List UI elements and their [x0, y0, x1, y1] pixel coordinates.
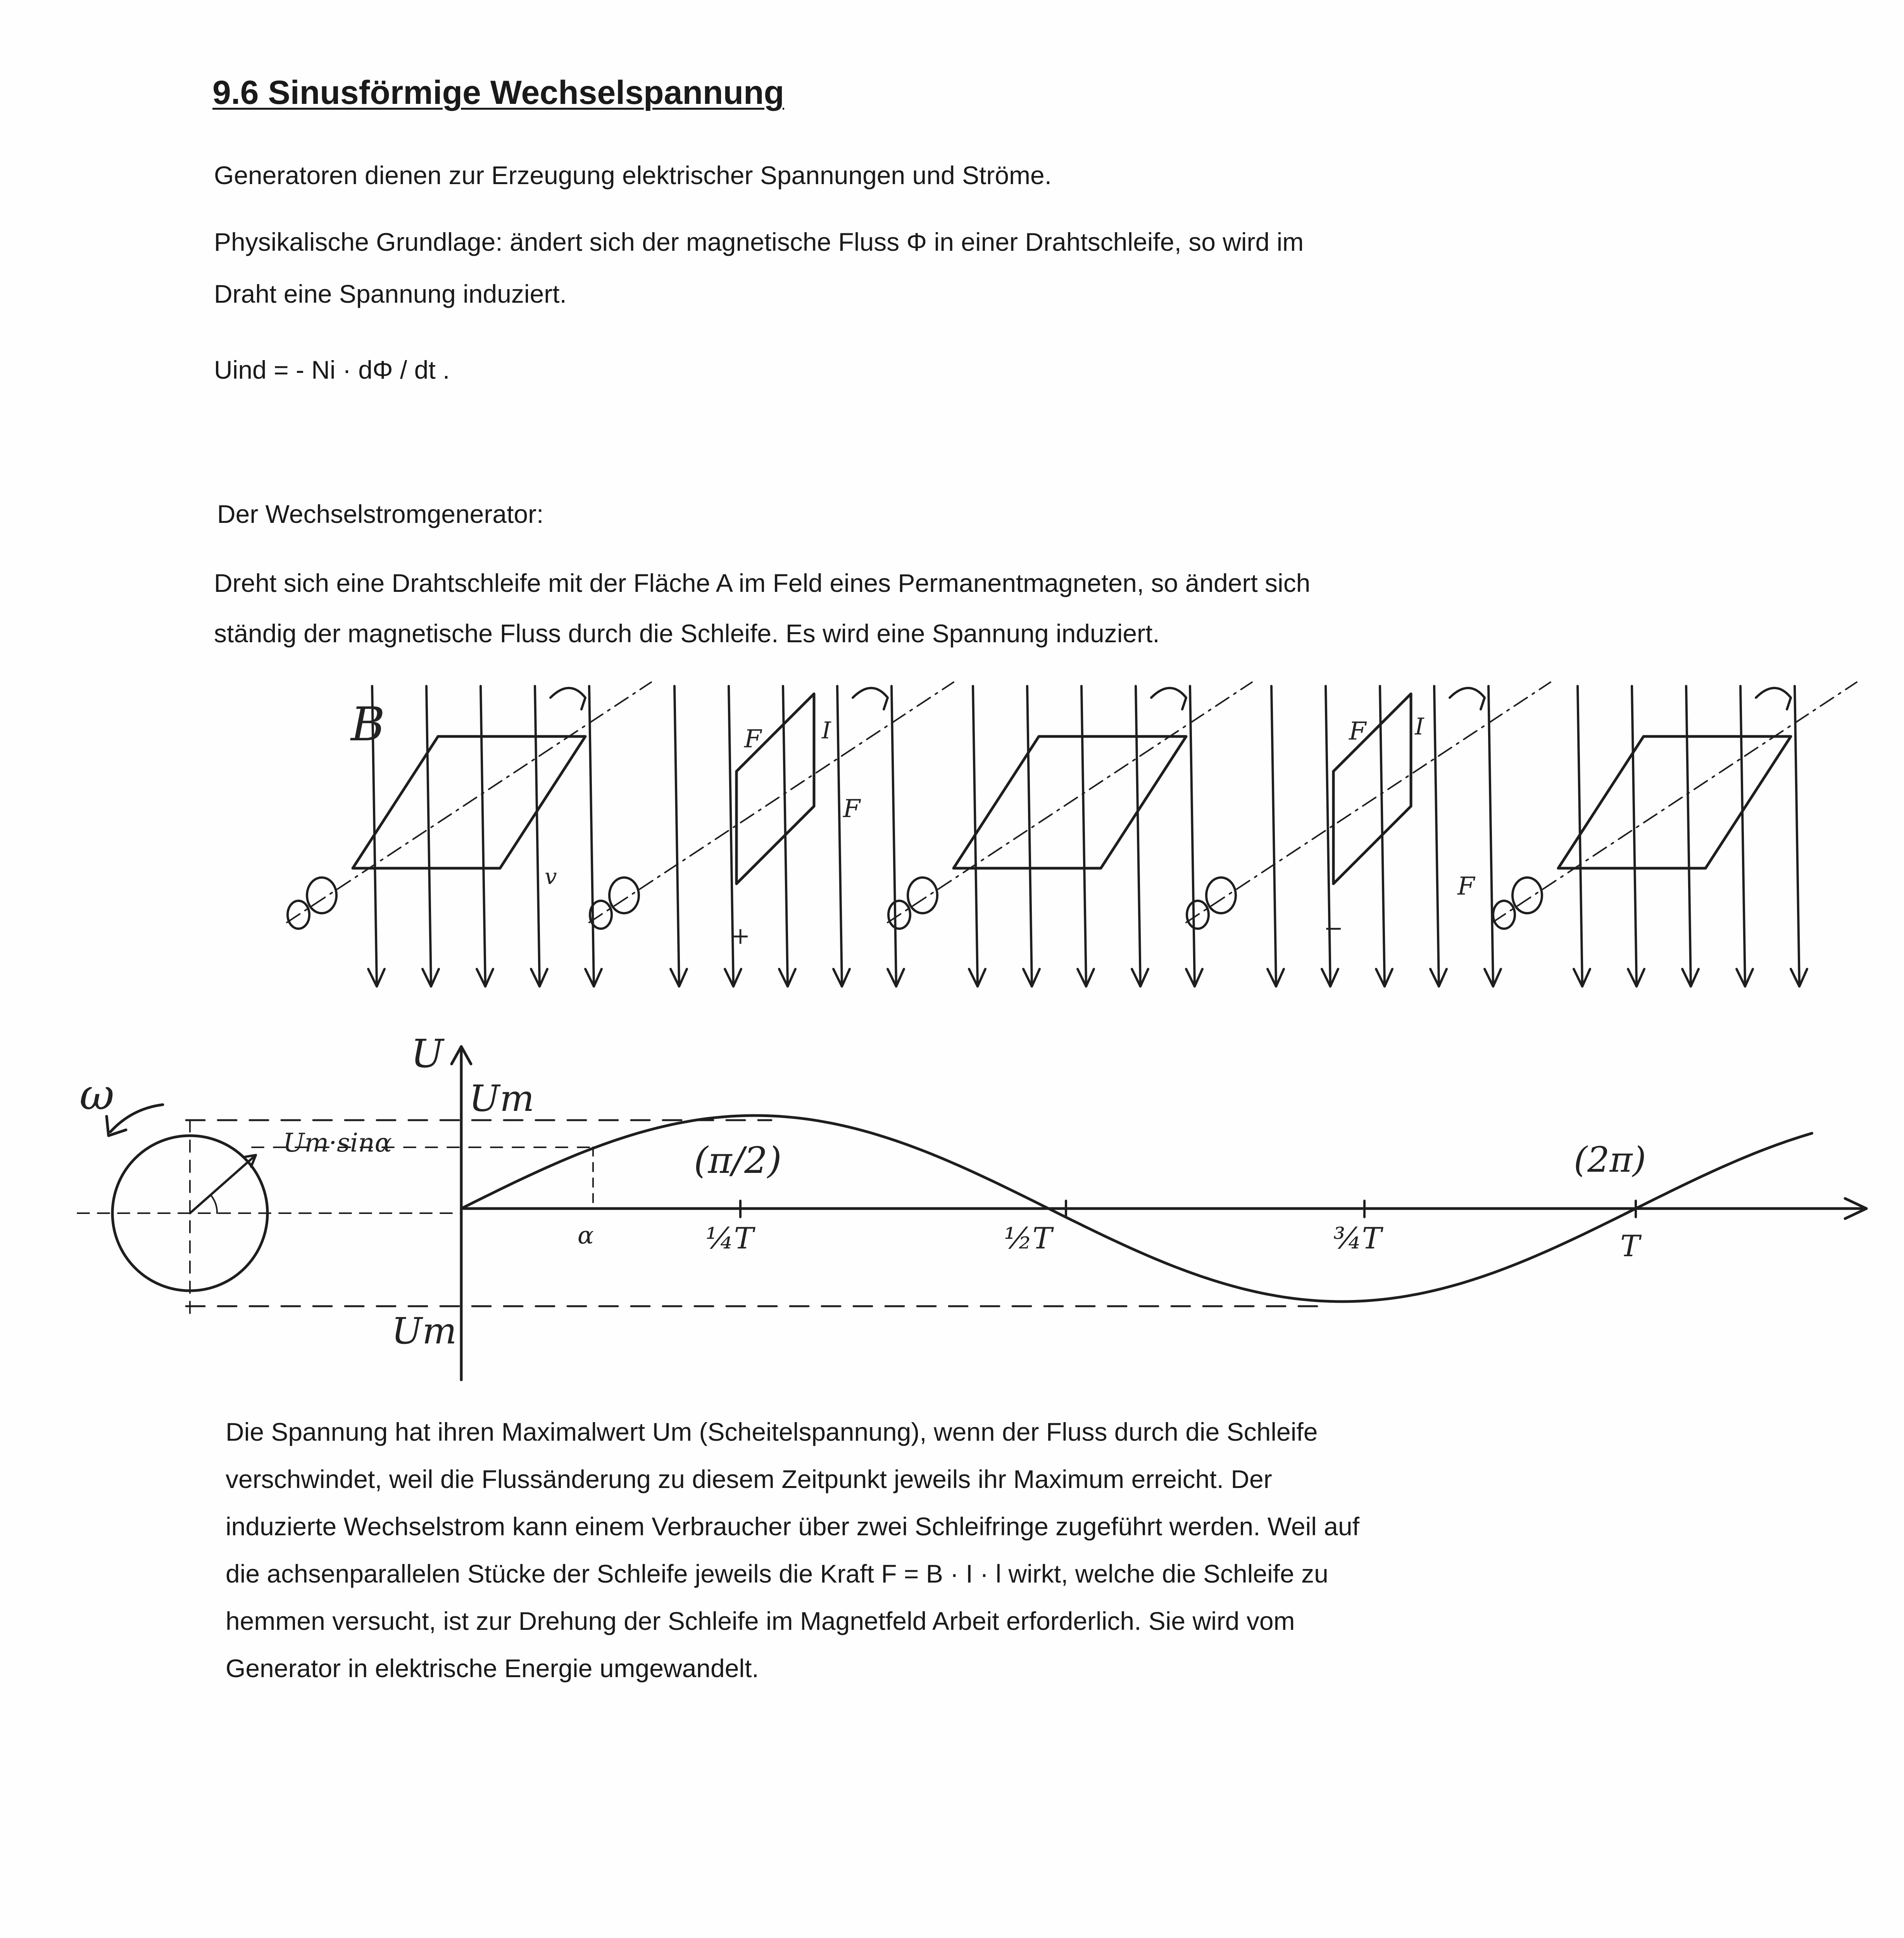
- field-line: [1488, 686, 1493, 985]
- wire-loop: [736, 694, 814, 884]
- field-line: [589, 686, 594, 985]
- field-line: [1081, 686, 1086, 985]
- explanation-line: induzierte Wechselstrom kann einem Verbraucher über zwei Schleifringe zugeführt werden. Weil auf: [226, 1512, 1360, 1541]
- rotation-arrow: [1756, 688, 1791, 709]
- rotation-axis: [287, 682, 651, 922]
- plus-sign: +: [731, 922, 750, 950]
- velocity-v-label: v: [545, 864, 557, 890]
- rotation-axis: [1492, 682, 1857, 922]
- slip-ring: [609, 878, 639, 913]
- field-line: [1136, 686, 1140, 985]
- paragraph-basis-line-1: Physikalische Grundlage: ändert sich der magnetische Fluss Φ in einer Drahtschleife, so wird im: [214, 228, 1304, 256]
- alpha-label: α: [578, 1221, 594, 1249]
- rotation-axis: [589, 682, 954, 922]
- y-axis-u-label: U: [411, 1031, 444, 1076]
- force-f-label: F: [744, 725, 762, 753]
- force-f-label-3: F: [1349, 717, 1366, 746]
- pi-half-label: (π/2): [694, 1140, 782, 1182]
- field-line: [535, 686, 540, 985]
- field-line: [426, 686, 431, 985]
- omega-label: ω: [79, 1070, 114, 1119]
- field-line: [1795, 686, 1799, 985]
- field-line: [1740, 686, 1745, 985]
- minus-sign: −: [1324, 915, 1343, 942]
- rotation-arrow: [1450, 688, 1485, 709]
- rotation-arrow: [1151, 688, 1186, 709]
- field-line: [1271, 686, 1276, 985]
- force-f-label-3-lower: F: [1457, 872, 1475, 901]
- slip-ring: [908, 878, 937, 913]
- min-voltage-label: Um: [391, 1310, 457, 1352]
- field-line: [674, 686, 679, 985]
- explanation-line: hemmen versucht, ist zur Drehung der Schleife im Magnetfeld Arbeit erforderlich. Sie wird vom: [226, 1607, 1295, 1635]
- phasor-circle: [78, 1105, 461, 1314]
- current-i-label-3: I: [1415, 713, 1424, 740]
- explanation-line: Die Spannung hat ihren Maximalwert Um (Scheitelspannung), wenn der Fluss durch die Schleife: [226, 1417, 1318, 1446]
- explanation-line: Generator in elektrische Energie umgewandelt.: [226, 1654, 759, 1683]
- explanation-line: die achsenparallelen Stücke der Schleife jeweils die Kraft F = B · I · l wirkt, welche die Schleife zu: [226, 1559, 1328, 1588]
- wire-loop: [1333, 694, 1411, 884]
- slip-ring: [307, 878, 336, 913]
- current-i-label: I: [822, 717, 831, 744]
- paragraph-basis-line-2: Draht eine Spannung induziert.: [214, 279, 567, 308]
- force-f-label-lower: F: [843, 795, 861, 823]
- field-line: [1686, 686, 1691, 985]
- tick-full-t: T: [1620, 1229, 1640, 1263]
- induction-formula: Uind = - Ni · dΦ / dt .: [214, 355, 450, 384]
- two-pi-label: (2π): [1574, 1140, 1646, 1180]
- max-voltage-label: Um: [469, 1078, 535, 1120]
- field-line: [1190, 686, 1195, 985]
- section-heading: 9.6 Sinusförmige Wechselspannung: [212, 74, 785, 111]
- rotation-axis: [888, 682, 1252, 922]
- field-line: [1027, 686, 1032, 985]
- paragraph-rotation-line-2: ständig der magnetische Fluss durch die Schleife. Es wird eine Spannung induziert.: [214, 619, 1160, 648]
- phasor-sin-label: Um·sinα: [283, 1128, 392, 1158]
- subheading-generator: Der Wechselstromgenerator:: [217, 500, 544, 528]
- tick-three-quarter-t: ¾T: [1333, 1221, 1382, 1255]
- field-line: [892, 686, 896, 985]
- slip-ring: [1206, 878, 1236, 913]
- field-b-label: B: [351, 698, 385, 752]
- field-line: [481, 686, 485, 985]
- rotation-axis: [1186, 682, 1550, 922]
- rotation-arrow: [550, 688, 585, 709]
- slip-ring: [1513, 878, 1542, 913]
- paragraph-rotation-line-1: Dreht sich eine Drahtschleife mit der Fläche A im Feld eines Permanentmagneten, so ändert sich: [214, 569, 1311, 597]
- field-line: [837, 686, 842, 985]
- rotation-arrow: [853, 688, 888, 709]
- field-line: [1434, 686, 1439, 985]
- field-line: [1632, 686, 1637, 985]
- rotating-loop-drawings: [287, 682, 1857, 986]
- explanation-line: verschwindet, weil die Flussänderung zu diesem Zeitpunkt jeweils ihr Maximum erreicht. Der: [226, 1465, 1272, 1493]
- paragraph-generators: Generatoren dienen zur Erzeugung elektrischer Spannungen und Ströme.: [214, 161, 1052, 190]
- tick-quarter-t: ¼T: [705, 1221, 754, 1255]
- tick-half-t: ½T: [1004, 1221, 1052, 1255]
